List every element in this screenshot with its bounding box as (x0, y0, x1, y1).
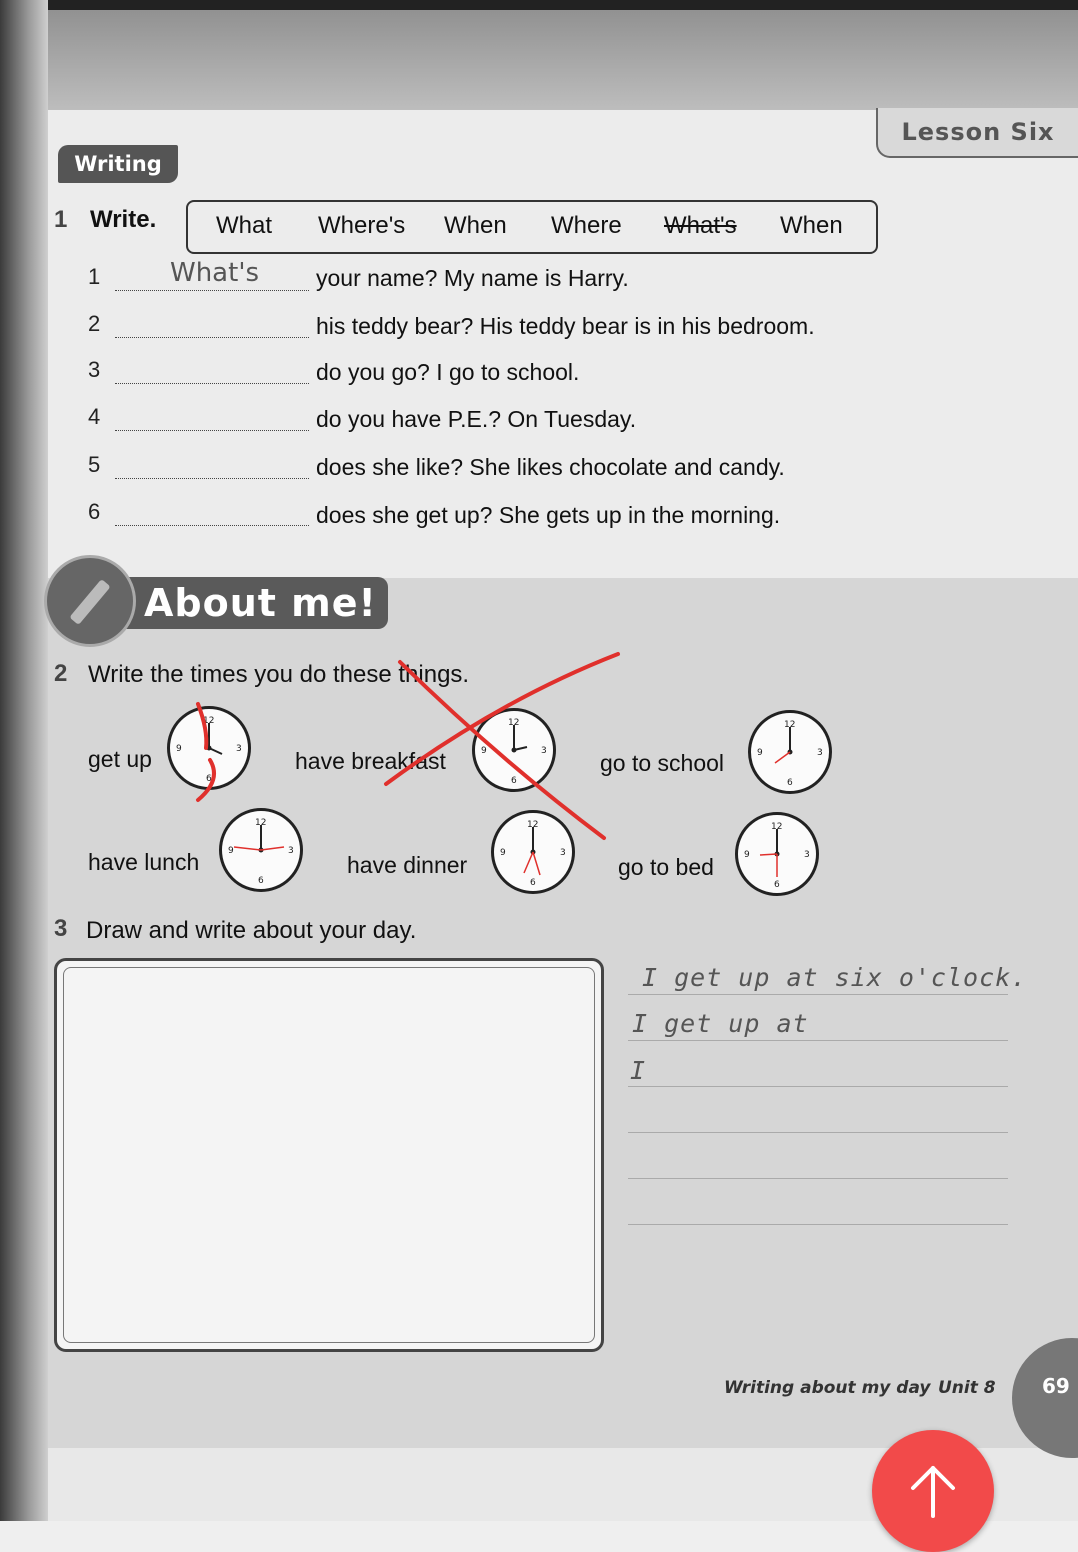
handwritten-answer: What's (170, 258, 260, 288)
drawing-box[interactable] (54, 958, 604, 1352)
footer-unit: Unit 8 (938, 1378, 996, 1398)
svg-text:6: 6 (530, 878, 536, 888)
exercise2-number: 2 (54, 660, 68, 687)
writing-line[interactable] (628, 1040, 1008, 1041)
handwritten-line: I (630, 1056, 647, 1085)
svg-text:9: 9 (757, 748, 763, 758)
question-text: your name? My name is Harry. (316, 265, 629, 291)
question-text: does she like? She likes chocolate and candy. (316, 454, 785, 480)
lesson-tab: Lesson Six (876, 108, 1078, 158)
svg-text:3: 3 (288, 846, 294, 856)
svg-text:12: 12 (508, 718, 520, 728)
word-box-item: What (216, 212, 273, 239)
word-box-item: Where's (318, 212, 406, 239)
exercise1-number: 1 (54, 206, 68, 233)
svg-text:3: 3 (560, 848, 566, 858)
writing-line[interactable] (628, 1224, 1008, 1225)
svg-text:9: 9 (744, 850, 750, 860)
svg-text:3: 3 (236, 744, 242, 754)
activity-label: have breakfast (295, 748, 446, 774)
question-text: does she get up? She gets up in the morning. (316, 502, 781, 528)
handwritten-line: I get up at (632, 1009, 809, 1038)
svg-text:9: 9 (176, 744, 182, 754)
writing-line[interactable] (628, 994, 1008, 995)
exercise3-number: 3 (54, 915, 68, 942)
svg-text:6: 6 (206, 774, 212, 784)
exercise3-heading: Draw and write about your day. (86, 917, 417, 944)
row-number: 2 (88, 311, 101, 336)
word-box-item: When (780, 212, 843, 239)
exercise2-heading: Write the times you do these things. (88, 661, 470, 688)
word-box-item: When (444, 212, 507, 239)
question-text: his teddy bear? His teddy bear is in his bedroom. (316, 313, 815, 339)
svg-text:3: 3 (541, 746, 547, 756)
svg-text:3: 3 (804, 850, 810, 860)
scroll-to-top-button[interactable] (872, 1430, 994, 1552)
exercise1-heading: Write. (90, 206, 157, 233)
row-number: 1 (88, 264, 101, 289)
svg-text:12: 12 (255, 818, 267, 828)
svg-text:9: 9 (500, 848, 506, 858)
svg-text:12: 12 (527, 820, 539, 830)
row-number: 4 (88, 404, 101, 429)
svg-text:6: 6 (258, 876, 264, 886)
row-number: 3 (88, 357, 101, 382)
writing-tag: Writing (58, 145, 178, 183)
word-box-item-crossed: What's (664, 212, 737, 239)
svg-text:12: 12 (784, 720, 796, 730)
svg-text:9: 9 (228, 846, 234, 856)
about-me-title: About me! (108, 577, 388, 629)
activity-label: go to bed (618, 854, 714, 880)
handwritten-line: I get up at six o'clock. (642, 963, 1028, 992)
row-number: 5 (88, 452, 101, 477)
writing-line[interactable] (628, 1178, 1008, 1179)
arrow-up-icon (903, 1460, 963, 1520)
word-box-item: Where (551, 212, 622, 239)
footer-title: Writing about my day (724, 1378, 931, 1398)
svg-text:6: 6 (511, 776, 517, 786)
page-number: 69 (1042, 1374, 1070, 1398)
question-text: do you have P.E.? On Tuesday. (316, 406, 637, 432)
activity-label: get up (88, 746, 152, 772)
svg-text:6: 6 (787, 778, 793, 788)
svg-text:12: 12 (203, 716, 215, 726)
writing-line[interactable] (628, 1132, 1008, 1133)
activity-label: go to school (600, 750, 725, 776)
activity-label: have lunch (88, 849, 200, 875)
svg-text:3: 3 (817, 748, 823, 758)
activity-label: have dinner (347, 852, 468, 878)
svg-text:9: 9 (481, 746, 487, 756)
writing-line[interactable] (628, 1086, 1008, 1087)
svg-text:12: 12 (771, 822, 783, 832)
svg-text:6: 6 (774, 880, 780, 890)
question-text: do you go? I go to school. (316, 359, 580, 385)
row-number: 6 (88, 499, 101, 524)
